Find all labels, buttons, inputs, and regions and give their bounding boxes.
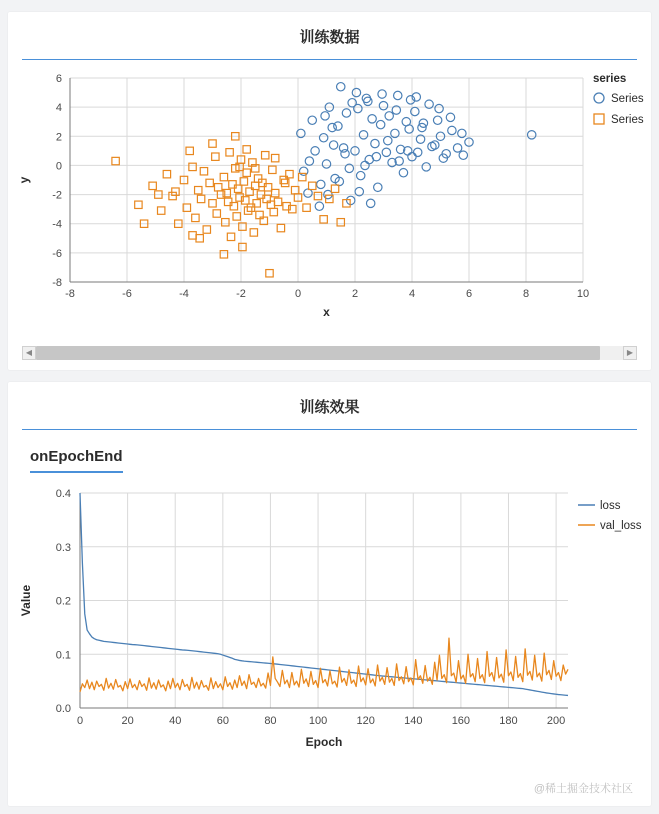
x-tick-label: 0 [294, 288, 302, 300]
scatter-point-square [220, 251, 227, 258]
scatter-point-circle [366, 199, 374, 207]
legend-marker-square[interactable] [594, 114, 604, 124]
horizontal-scrollbar[interactable] [22, 346, 637, 360]
x-tick-label: 140 [404, 715, 423, 727]
scatter-point-circle [376, 120, 384, 128]
scatter-point-circle [459, 151, 467, 159]
scatter-point-circle [528, 131, 536, 139]
scatter-point-circle [342, 109, 350, 117]
scatter-point-circle [341, 150, 349, 158]
scatter-point-circle [448, 126, 456, 134]
y-tick-label: -8 [52, 277, 62, 289]
line-chart-area [8, 473, 651, 788]
scatter-point-circle [317, 180, 325, 188]
scatter-point-square [320, 216, 327, 223]
scatter-point-circle [357, 171, 365, 179]
legend-label[interactable]: loss [600, 500, 621, 512]
scatter-point-square [314, 192, 321, 199]
scatter-point-circle [322, 160, 330, 168]
legend-label[interactable]: Series [611, 93, 644, 105]
scatter-point-circle [300, 167, 308, 175]
scatter-chart-area [8, 60, 651, 335]
x-tick-label: 60 [216, 715, 229, 727]
scatter-point-square [192, 214, 199, 221]
training-effect-card [8, 382, 651, 806]
scatter-point-circle [394, 91, 402, 99]
scatter-point-square [239, 243, 246, 250]
scatter-point-square [200, 168, 207, 175]
scroll-left-arrow-icon[interactable]: ◀ [22, 346, 36, 360]
legend-marker-circle[interactable] [594, 93, 604, 103]
scatter-point-circle [385, 112, 393, 120]
scatter-point-square [262, 152, 269, 159]
scatter-point-square [212, 153, 219, 160]
scrollbar-thumb[interactable] [36, 346, 600, 360]
y-tick-label: 2 [55, 131, 62, 144]
scatter-point-square [196, 235, 203, 242]
y-tick-label: 0.0 [55, 703, 71, 715]
scatter-point-square [189, 163, 196, 170]
scatter-point-square [220, 173, 227, 180]
legend-label[interactable]: Series [611, 114, 644, 126]
scatter-point-square [277, 224, 284, 231]
scatter-point-circle [435, 104, 443, 112]
scatter-point-square [135, 201, 142, 208]
scatter-point-circle [374, 183, 382, 191]
scatter-point-circle [329, 141, 337, 149]
scatter-point-square [189, 232, 196, 239]
y-tick-label: -6 [52, 247, 62, 260]
x-axis-title: x [323, 305, 330, 319]
scatter-point-square [299, 173, 306, 180]
y-tick-label: 6 [55, 73, 62, 85]
scatter-point-circle [359, 131, 367, 139]
x-tick-label: -6 [122, 288, 132, 300]
scatter-point-square [222, 219, 229, 226]
scatter-point-square [197, 195, 204, 202]
x-tick-label: 80 [264, 715, 277, 727]
y-tick-label: 4 [55, 102, 62, 115]
scatter-point-circle [321, 112, 329, 120]
scatter-point-circle [368, 115, 376, 123]
scatter-point-circle [371, 139, 379, 147]
x-tick-label: 120 [356, 715, 375, 727]
x-tick-label: 100 [308, 715, 328, 727]
y-axis-title: y [17, 176, 31, 184]
scroll-right-arrow-icon[interactable]: ▶ [623, 346, 637, 360]
scatter-point-square [337, 219, 344, 226]
scatter-point-square [203, 226, 210, 233]
legend-title: series [593, 73, 627, 85]
x-tick-label: -4 [179, 288, 189, 300]
x-tick-label: 40 [169, 715, 182, 727]
scatter-point-circle [384, 136, 392, 144]
x-tick-label: 8 [522, 288, 530, 300]
training-data-title: 训练数据 [22, 12, 637, 60]
x-tick-label: 180 [499, 715, 518, 727]
scatter-point-circle [304, 189, 312, 197]
scatter-point-square [227, 233, 234, 240]
scatter-point-square [244, 207, 251, 214]
scatter-point-square [112, 157, 119, 164]
y-tick-label: 0.4 [55, 488, 71, 500]
scatter-point-square [274, 198, 281, 205]
scatter-point-circle [433, 116, 441, 124]
scatter-point-square [163, 170, 170, 177]
scatter-point-square [186, 147, 193, 154]
scatter-point-circle [339, 144, 347, 152]
scatter-point-circle [453, 144, 461, 152]
scatter-point-square [272, 189, 279, 196]
x-tick-label: 20 [121, 715, 134, 727]
scatter-point-circle [337, 83, 345, 91]
x-tick-label: 2 [351, 288, 359, 300]
scatter-point-square [233, 213, 240, 220]
legend-label[interactable]: val_loss [600, 520, 642, 532]
scatter-chart [8, 60, 651, 330]
on-epoch-end-section [30, 448, 123, 473]
scatter-point-square [226, 149, 233, 156]
scatter-point-square [195, 187, 202, 194]
scatter-point-circle [328, 123, 336, 131]
scatter-point-circle [431, 141, 439, 149]
scatter-point-circle [305, 157, 313, 165]
loss-line-chart [8, 473, 651, 783]
scatter-point-square [303, 204, 310, 211]
scatter-point-circle [319, 134, 327, 142]
y-axis-title: Value [19, 584, 33, 617]
y-tick-label: -4 [52, 218, 62, 231]
scrollbar-track[interactable] [36, 346, 623, 360]
line-series-loss [80, 493, 568, 695]
x-tick-label: 6 [465, 288, 473, 300]
scatter-point-square [250, 229, 257, 236]
scatter-point-circle [311, 147, 319, 155]
scatter-point-circle [414, 148, 422, 156]
x-tick-label: 4 [408, 288, 416, 300]
scatter-point-square [272, 154, 279, 161]
scatter-point-circle [372, 152, 380, 160]
scatter-point-square [149, 182, 156, 189]
scatter-point-square [309, 182, 316, 189]
scatter-point-square [206, 179, 213, 186]
x-tick-label: -2 [236, 288, 246, 300]
scatter-point-circle [446, 113, 454, 121]
scatter-point-circle [334, 122, 342, 130]
y-tick-label: 0.2 [55, 595, 71, 608]
x-tick-label: 10 [576, 288, 590, 300]
scatter-point-square [243, 169, 250, 176]
scatter-point-circle [315, 202, 323, 210]
scatter-point-square [169, 192, 176, 199]
x-tick-label: 160 [451, 715, 471, 727]
scatter-point-square [243, 146, 250, 153]
scatter-point-square [270, 208, 277, 215]
x-tick-label: -8 [65, 288, 75, 300]
y-tick-label: 0 [55, 160, 62, 173]
scatter-point-square [158, 207, 165, 214]
watermark: @稀土掘金技术社区 [533, 783, 633, 795]
scatter-point-square [209, 200, 216, 207]
training-effect-title: 训练效果 [22, 382, 637, 430]
scatter-point-circle [352, 88, 360, 96]
scatter-point-circle [399, 169, 407, 177]
scatter-point-square [213, 210, 220, 217]
scatter-point-square [266, 270, 273, 277]
scatter-point-square [209, 140, 216, 147]
scatter-point-circle [379, 101, 387, 109]
x-axis-title: Epoch [305, 735, 343, 749]
scatter-point-circle [422, 163, 430, 171]
scatter-point-square [331, 185, 338, 192]
y-tick-label: 0.3 [55, 541, 71, 554]
x-tick-label: 200 [546, 715, 566, 727]
on-epoch-end-label: onEpochEnd [30, 448, 123, 473]
scatter-point-circle [364, 97, 372, 105]
scatter-point-circle [308, 116, 316, 124]
x-tick-label: 0 [76, 715, 84, 727]
scatter-point-circle [378, 90, 386, 98]
y-tick-label: -2 [52, 189, 62, 202]
scatter-point-square [215, 184, 222, 191]
scatter-point-circle [382, 148, 390, 156]
scatter-point-square [269, 166, 276, 173]
training-data-card [8, 12, 651, 370]
y-tick-label: 0.1 [55, 649, 71, 662]
